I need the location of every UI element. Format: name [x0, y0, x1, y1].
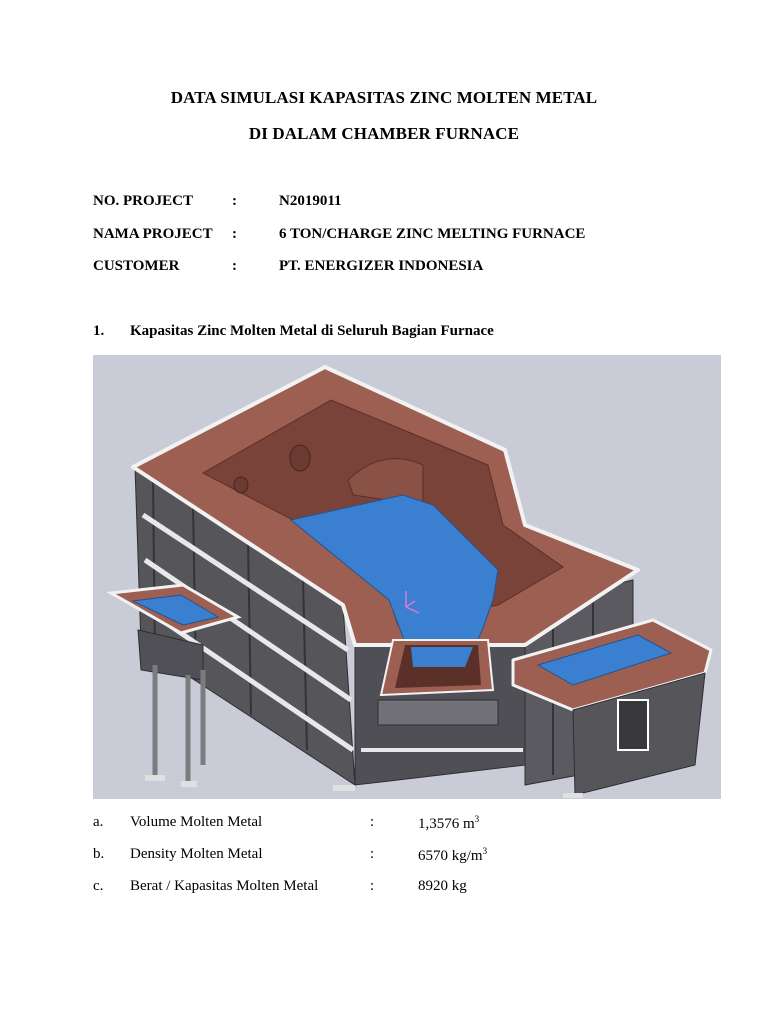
customer-row	[93, 258, 713, 278]
spec-row-volume	[93, 814, 713, 834]
spec-separator: :	[370, 846, 375, 862]
info-separator: :	[232, 258, 237, 274]
furnace-3d-render	[93, 355, 721, 799]
spec-separator: :	[370, 814, 375, 830]
info-label: NAMA PROJECT	[93, 226, 213, 242]
project-name-row	[93, 226, 713, 246]
spec-value	[418, 846, 487, 865]
spec-row-weight	[93, 878, 713, 898]
spec-value-text: 1,3576 m	[418, 816, 475, 832]
info-label: CUSTOMER	[93, 258, 180, 274]
spec-value-exponent: 3	[482, 846, 488, 856]
spec-value-text: 6570 kg/m	[418, 848, 483, 864]
spec-label: Density Molten Metal	[130, 846, 263, 862]
document-title-line-2: DI DALAM CHAMBER FURNACE	[248, 124, 520, 143]
spec-label: Volume Molten Metal	[130, 814, 263, 830]
section-title: Kapasitas Zinc Molten Metal di Seluruh Bagian Furnace	[130, 323, 494, 339]
document-title-line-1: DATA SIMULASI KAPASITAS ZINC MOLTEN METAL	[170, 88, 598, 107]
spec-letter: c.	[93, 878, 104, 894]
info-separator: :	[232, 193, 237, 209]
info-separator: :	[232, 226, 237, 242]
info-label: NO. PROJECT	[93, 193, 194, 209]
spec-separator: :	[370, 878, 375, 894]
spec-value	[418, 814, 479, 833]
spec-value-exponent: 3	[474, 814, 480, 824]
project-number-row	[93, 193, 713, 213]
spec-label: Berat / Kapasitas Molten Metal	[130, 878, 319, 894]
furnace-illustration	[93, 355, 721, 799]
spec-letter: a.	[93, 814, 104, 830]
section-number: 1.	[93, 323, 105, 339]
spec-letter: b.	[93, 846, 105, 862]
info-value: 6 TON/CHARGE ZINC MELTING FURNACE	[279, 226, 586, 242]
info-value: N2019011	[279, 193, 342, 209]
spec-value	[418, 878, 467, 895]
spec-row-density	[93, 846, 713, 866]
spec-value-text: 8920 kg	[418, 878, 467, 894]
info-value: PT. ENERGIZER INDONESIA	[279, 258, 484, 274]
